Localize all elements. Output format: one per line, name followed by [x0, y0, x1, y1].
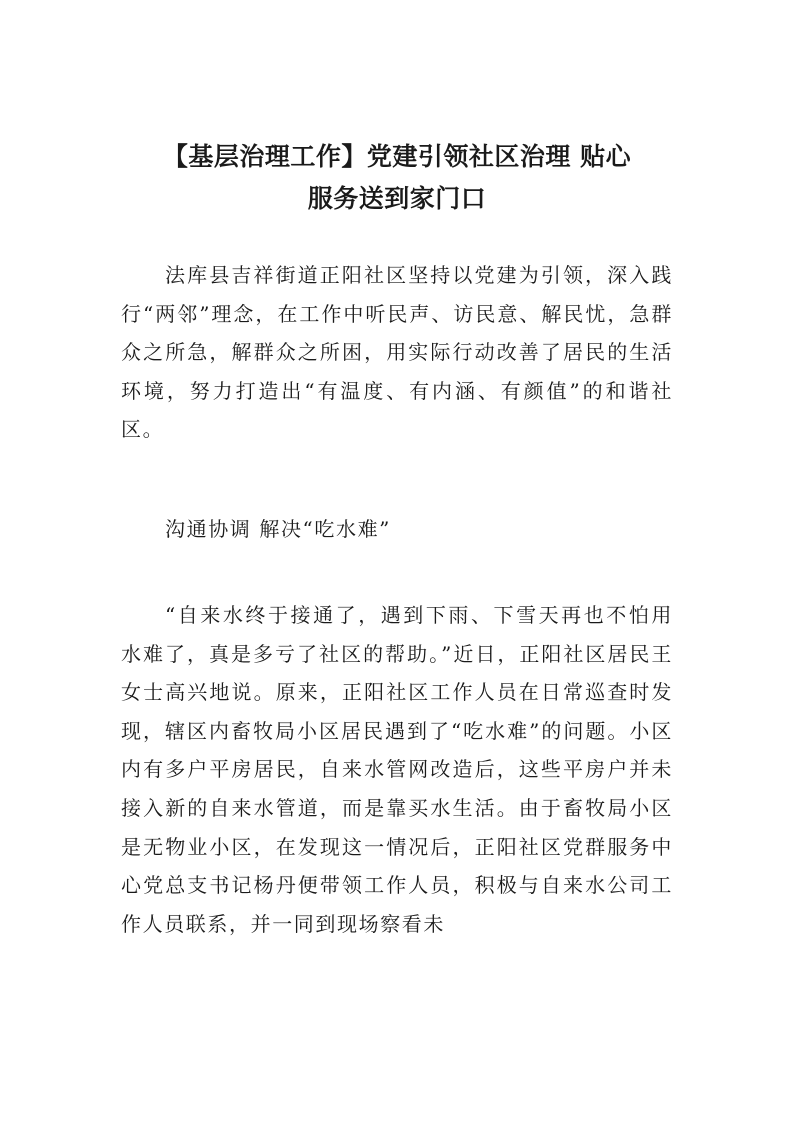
- title-line-1: 【基层治理工作】党建引领社区治理 贴心: [162, 142, 632, 171]
- document-title: [110, 136, 684, 220]
- section-subheading: 沟通协调 解决“吃水难”: [165, 517, 392, 541]
- title-line-2: 服务送到家门口: [307, 184, 487, 213]
- body-paragraph: “自来水终于接通了，遇到下雨、下雪天再也不怕用水难了，真是多亏了社区的帮助。”近日，正阳社区居民王女士高兴地说。原来，正阳社区工作人员在日常巡查时发现，辖区内畜牧局小区居民遇到了“吃水难”的问题。小区内有多户平房居民，自来水管网改造后，这些平房户并未接入新的自来水管道，而是靠买水生活。由于畜牧局小区是无物业小区，在发现这一情况后，正阳社区党群服务中心党总支书记杨丹便带领工作人员，积极与自来水公司工作人员联系，并一同到现场察看未: [121, 603, 673, 936]
- intro-paragraph: 法库县吉祥街道正阳社区坚持以党建为引领，深入践行“两邻”理念，在工作中听民声、访民意、解民忧，急群众之所急，解群众之所困，用实际行动改善了居民的生活环境，努力打造出“有温度、有内涵、有颜值”的和谐社区。: [121, 263, 673, 442]
